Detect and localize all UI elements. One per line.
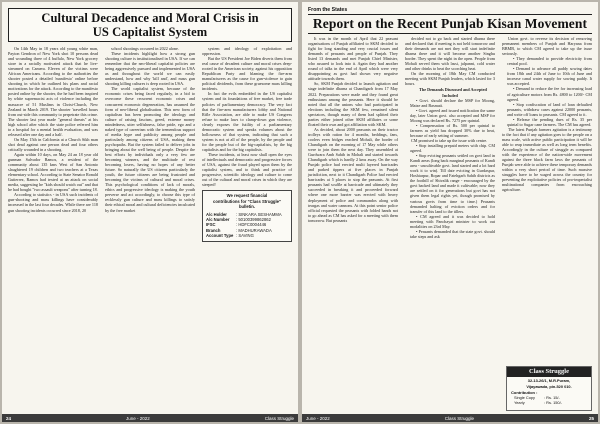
bank-row-value: : MADHURAWADA (236, 227, 272, 233)
paragraph: school shootings occurred in 2022 alone. (111, 46, 179, 51)
paragraph: The latest Punjab farmers agitation is a testimony to the fact that if any agitation goes to the people on a mass scale, with active public participation it will be able to reap immediate as well as long term benefits. Accordingly in the culture of struggle as compared with the experience of the nation-wide movement against the three black farm laws the peasants of Punjab were able to achieve these temporary demands within a very short period of time. Such massive struggles have to be waged across the country for preventing the exploitative policies of pro-imperialist multinational companies from encroaching agriculture. (502, 126, 592, 193)
page-number: 24 (6, 415, 12, 421)
right-page-footer (302, 414, 598, 422)
paragraph: But the US President Joe Biden diverts them from real cause of decadent culture and moral crises deep-rooted in the American society, against his opposition Republican Party and blaming the fire-arm manufacturers as the cause for gun-violence to gain political dividends, from these gruesome mass killing incidents. (202, 56, 292, 92)
bank-row-key: IFSC (206, 222, 216, 228)
bank-row-value: : SAVING (236, 233, 254, 239)
address-line1: 32-13-26/1, M.R.Puram, (527, 378, 571, 383)
bank-row-value: : 50100399862862 (236, 216, 271, 222)
price-key: Single Copy (514, 395, 535, 400)
left-page (2, 2, 298, 422)
bullet-item: • Compensation of Rs. 500 per quintal to farmers as yield has dropped 30% due to heat, because of early setting of summer. (410, 122, 495, 138)
paragraph: According to statistics - in USA such incidents of gun-shooting and mass killings have considerably increased in the last four decades. While there are 118 gun shooting incidents occurred since 2018, 20 (8, 192, 98, 213)
bank-row-key: A/c Holder (206, 211, 227, 217)
paragraph: As decided, about 2000 peasants on their tractor trolleys with ration for 4 months, beddings, fans, coolers even fridges reached Mohali, the border of Chandigarh on the morning of 17 May while others were to join them the next day. They assembled at Gurdwara Amb Sahib in Mohali and started towards Chandigarh which is hardly 2 kms away. On the way Punjab police had erected multi layered barricades and parked tippers at five places in Punjab jurisdiction, next to it Chandigarh Police had erected barricades at 5 places to stop the peasants. At first peasants had scuffle at barricade and ultimately they succeeded in breaking it and proceeded forward where one more barrier was erected with heavy deployment of police and commandos along with teargas and water cannons. At this point senior police official requested the peasants with folded hands not to go ahead as CM has asked for a meeting with them tomorrow. But peasants (308, 126, 398, 223)
paragraph: On 14th May in 18 years old young white man, Payton Gendron of New York shot 10 persons dead and wounding three of 4 buffalo, New York grocery store in a racially motivated attack that he live-streamed on Camera. Eleven of the victims were African Americans. According to the authorities the shooter posted a detailed 'manifesto' online before shooting in which he outlined his plans and racial motivations for the attack. According to the manifesto posted online by the shooter, the he had been inspired by white supremacist acts of violence including the massacre of 51 Muslims in Christ-Church, New Zealand in March 2019. The shooter 'travelled hours from out-side this community to perpetrate this crime. The shooter last year made "general threats" at his high school after which the state police referred him to a hospital for a mental health evaluation, and was released after one day and a half. (8, 46, 98, 137)
yearly-price (507, 400, 591, 405)
price-value: : Rs. 150/- (544, 400, 562, 405)
left-article-columns (8, 46, 292, 242)
paragraph: These incidents highlight how a strong gun shooting culture is institutionalised in USA. If we can remember that the neo-liberal capitalist policies are being aggressively pursued and implemented in USA as and throughout the world we can easily understand, how and why 'kill and', and mass gun shooting killing cultures is deep rooted in USA. (105, 51, 195, 87)
price-value: : Rs. 15/- (544, 395, 560, 400)
article-title-line2: US Capitalist System (92, 25, 208, 39)
left-column-1 (8, 46, 98, 242)
footer-month: June - 2022 (125, 415, 150, 421)
paragraph: decided not to go back and started dharna there and declared that if meeting is not held tomorrow and their demands are not met they will start indefinite dharna there and it will become another Singhu border. They spent the night in the open. People from Mohali served them with lassi, jalpanni, cold water and other drinks to beat the scorching heat. (405, 36, 495, 72)
bullet-item: • Release the pending dues of Rs. 35 per quintal to Sugar cane farmers. The CM has agreed. (507, 116, 592, 127)
bank-row-value: : HDFC0004446 (236, 222, 267, 228)
footer-month: June - 2022 (306, 415, 330, 421)
paragraph: So, SKM Punjab decided to launch agitation and stage indefinite dharna at Chandigarh from 17 May 2022. Preparations were made and they found great enthusiasm among the peasants. Here it should be noted that all the unions who had participated in elections including the SKM few, remained silent spectators, though many of them had splitted their parties either joined other SKM affiliates or some floated their own and got affiliation with SKM. (308, 81, 398, 127)
bank-row-key: Branch (206, 227, 221, 233)
article-headline: Report on the Recent Punjab Kisan Movement (312, 16, 588, 31)
bank-row-value: : SINKARA SESHAMMA (236, 211, 282, 217)
bank-row (206, 233, 288, 238)
bullet-item: • Govt. agreed and issued notification the same day, later Union govt. also accepted and MSP for Moong was declared Rs. 7275 per quintal. (410, 107, 495, 123)
paragraph: On the morning of 18th May CM conducted meeting with SKM Punjab leaders, which lasted for 3 hours. (405, 71, 495, 87)
paragraph: On May 15th in California at a Church Sikh man shot dead against one person dead and four others critically wounded in a shooting. (8, 136, 98, 152)
left-page-footer (2, 414, 298, 422)
article-title-line1: Cultural Decadence and Moral Crisis in (41, 11, 259, 25)
right-column-2 (405, 36, 495, 239)
right-column-3 (502, 36, 592, 239)
bullet-item: • CM agreed and it was decided to hold meeting with Panchayat minister to work out modalities on 23rd May. (410, 213, 495, 229)
appeal-heading-line1: We request financial (226, 193, 268, 199)
demands-subheading: The Demands Discussed and Accepted Included (419, 87, 487, 98)
section-rule (308, 14, 592, 15)
appeal-heading-line3: bulletin. (238, 204, 256, 210)
left-column-2 (105, 46, 195, 242)
class-struggle-title: Class Struggle (507, 367, 591, 377)
paragraph: Union govt. to reverse its decision of removing permanent members of Punjab and Haryana from BBMB, to which CM agreed to take up the issue seriously. (502, 36, 592, 57)
article-title-box (8, 8, 292, 42)
paragraph: These incidents, at least now shall open the eyes of intellectuals and democratic and progressive forces of USA, against the fraud played upon them by the capitalist system, and to think and practice of progressive, scientific ideology and culture to come out of the cultural and moral crises in which they are steeped! (202, 151, 292, 188)
paragraph: CM promised to take up the issue with centre. (411, 137, 488, 143)
bullet-item: • Stop evicting peasants settled on govt land in Kandi areas (long back marginal peasants of Kandi area - uncultivable govt. land started and a lot hard work it to win). Till date evicting in Gurdaspur, Hoshiarpur, Ropar and Fatehgarh Sahib districts as the foothill of Shivalik range - encouraged by the govt backed land and made it cultivable; now they are settled on it for generations but govt has not given them legal rights yet, though promised by various govts from time to time.) Peasants demanded halting of eviction orders and for transfer of this land to the tillers. (410, 153, 495, 214)
right-page (302, 2, 598, 422)
price-key: Yearly (514, 400, 525, 405)
bullet-item: • Demand to reduce the fee for increasing load of agriculture motors from Rs. 4800 to 1200/- CM agreed. (507, 86, 592, 102)
right-column-1 (308, 36, 398, 239)
footer-publication: Class Struggle (444, 415, 475, 421)
address-line2: Vijayawada, pin-520 010. (526, 384, 572, 389)
bullet-item: • Stop confiscation of land of loan defaulted peasants, withdraw cases against 22000 peasants, and write off loans to peasants. CM agreed to it. (507, 101, 592, 117)
right-article-columns (308, 36, 592, 239)
bank-row-key: Account Type (206, 233, 234, 239)
appeal-heading (206, 193, 288, 209)
headline-rule (308, 33, 592, 34)
paragraph: It was in the month of April that 22 peasant organisations of Punjab affiliated to SKM decided to fight for long standing and very crucial issues and demands of peasants and people of Punjab. They listed 13 demands and met Punjab Chief Minister, who assured to look into it. Again they had another round of talks in the end of April which were very disappointing as govt had shown very negative attitude towards them. (308, 36, 398, 82)
bank-row-key: A/c Number (206, 216, 230, 222)
page-number: 25 (588, 415, 594, 421)
footer-publication: Class Struggle (264, 415, 294, 421)
contribution-appeal-box (202, 190, 292, 241)
paragraph: In fact the evils embedded in the US capitalist system and its foundations of free market, free trade policies of parliamentary democracy. The very fact that the fire-arm manufacturers lobby and National Rifle Association, are able to make US Congress refuse to make laws to clamp-down gun violence, clearly exposes the futility of a parliamentary democratic system and speaks volumes about the hollowness of that system, indicating that such a system is not at all of the people, by the people and for the people but of the big-capitalists, by the big capitalists and for the big capitalists. (202, 91, 292, 152)
left-column-3 (202, 46, 292, 242)
class-struggle-info-box (506, 366, 592, 411)
contribution-label: Contribution : (511, 390, 538, 395)
section-label: From the States (308, 7, 348, 13)
paragraph: The world capitalist system, because of the economic crises being faced regularly, in a bid to overcome these recurrent economic crises and concurrent economic degeneration, has assumed the form of neo-liberal globalisation. This new form of capitalism has been promoting the ideology and culture of raising fascism, greed, extreme money mindedness, utter selfishness, false pride, ego and a naked type of careerism with the tremendous support of media hype and publicity among people and particularly among citizens of USA, making them psychopaths. But the system failed to deliver jobs in bringing about the well being of people. Despite the best efforts by individuals only a very few are becoming winners, and the multitude of rest becoming losers, having no hopes of any better future. So naturally the US citizens particularly the youth, the future citizens are being frustrated and becoming the victims of cultural and moral crises. This psychological conditions of lack of morals, ethics and progressive ideology is making the youth perverse and act accordingly, to choose this type of recklessly gun culture and mass killings to satisfy their ethical moral and cultural deficiencies inculcated by the free market (105, 86, 195, 213)
paragraph: Again within 10 days, on May 24 an 18 year old gunman Salvador Ramos, a resident of the community about 135 kms West of San Antonio slaughtered 19 children and two teachers at a Texas elementary school. According to State Senator Ronald Gutierrez, Ramos had texted at an attack on social media, suggesting he "kids should watch out" and that he had bought "two assault weapons" after turning 18. (8, 151, 98, 193)
appeal-heading-line2: contributions for "Class Struggle" (213, 198, 281, 204)
bullet-item: • Govt. should declare the MSP for Moong, Maize and Basmati. (410, 97, 495, 108)
bullet-item: • They demanded to provide electricity from central pool. (507, 56, 592, 67)
bullet-item: • Stop installing prepaid meters with chip. CM agreed. (410, 142, 495, 154)
paragraph: system and ideology of exploitation and oppression. (202, 46, 292, 57)
bullet-item: • Demand to advance all paddy sowing dates from 18th and 24th of June to 10th of June and increase canal water supply for sowing paddy. It was accepted. (507, 66, 592, 87)
bullet-item: • Peasants demanded that the state govt. should take steps and ask (410, 228, 495, 239)
